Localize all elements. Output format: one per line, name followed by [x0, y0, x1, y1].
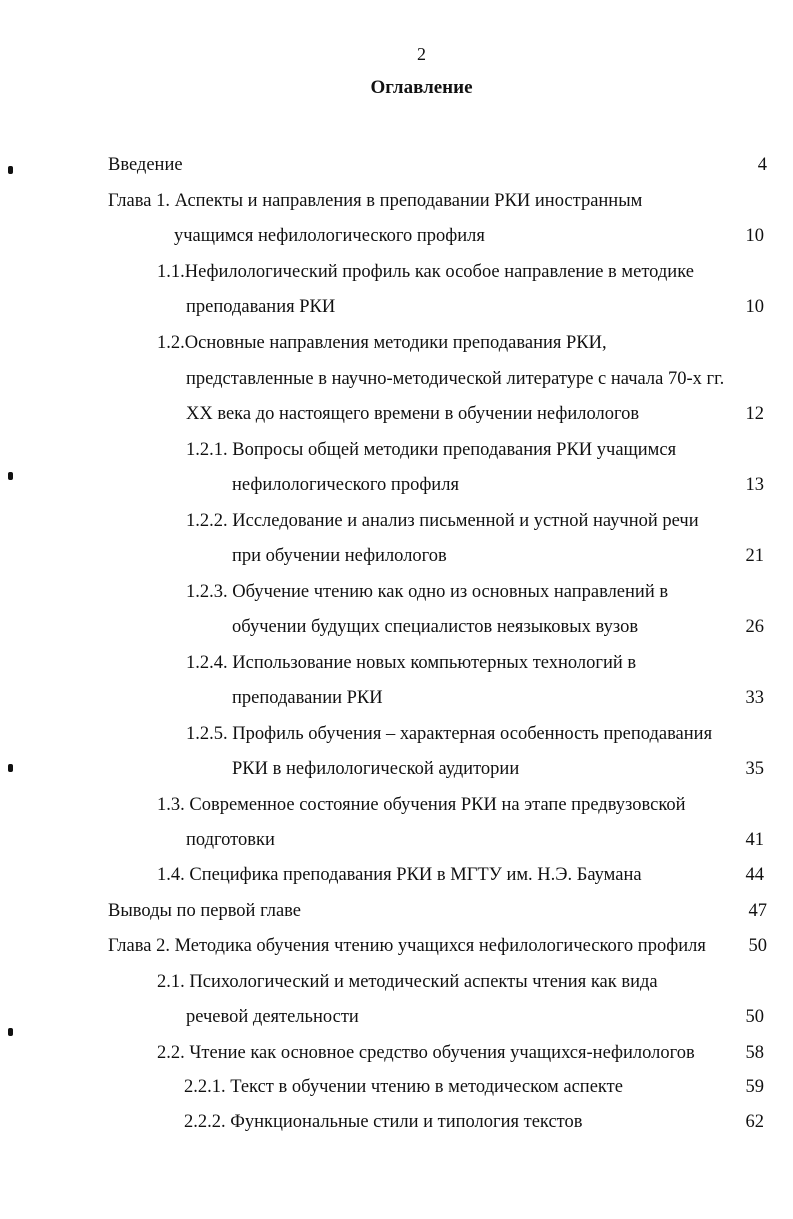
toc-page-number: 59: [745, 1077, 764, 1097]
toc-page-number: 50: [745, 1007, 764, 1027]
toc-entry-text: 1.2.3. Обучение чтению как одно из основных направлений в: [186, 582, 669, 602]
scan-mark: [8, 764, 13, 772]
toc-entry-text: подготовки: [186, 830, 275, 850]
scan-mark: [8, 472, 13, 480]
toc-page-number: 13: [745, 475, 764, 495]
toc-entry-text: 1.2.4. Использование новых компьютерных технологий в: [186, 653, 637, 673]
toc-entry-text: 2.1. Психологический и методический аспекты чтения как вида: [157, 972, 658, 992]
toc-entry-text: Выводы по первой главе: [108, 901, 302, 921]
toc-entry-text: 1.2.1. Вопросы общей методики преподавания РКИ учащимся: [186, 440, 677, 460]
toc-entry-text: обучении будущих специалистов неязыковых вузов: [232, 617, 639, 637]
toc-page-number: 41: [745, 830, 764, 850]
toc-page-number: 26: [745, 617, 764, 637]
page-title: Оглавление: [370, 77, 473, 98]
toc-entry-text: XX века до настоящего времени в обучении нефилологов: [186, 404, 640, 424]
toc-page-number: 10: [745, 226, 764, 246]
toc-page-number: 4: [757, 155, 767, 175]
toc-page-number: 62: [745, 1112, 764, 1132]
toc-entry-text: нефилологического профиля: [232, 475, 459, 495]
toc-entry-text: 1.4. Специфика преподавания РКИ в МГТУ им. Н.Э. Баумана: [157, 865, 642, 885]
toc-entry-text: Введение: [108, 155, 183, 175]
toc-entry-text: 1.2.Основные направления методики преподавания РКИ,: [157, 333, 607, 353]
toc-entry-text: 2.2. Чтение как основное средство обучения учащихся-нефилологов: [157, 1043, 695, 1063]
toc-entry-text: 1.2.2. Исследование и анализ письменной и устной научной речи: [186, 511, 699, 531]
toc-page-number: 10: [745, 297, 764, 317]
toc-entry-text: преподавании РКИ: [232, 688, 383, 708]
toc-page-number: 12: [745, 404, 764, 424]
toc-entry-text: преподавания РКИ: [186, 297, 336, 317]
toc-page-number: 47: [748, 901, 767, 921]
toc-page-number: 44: [745, 865, 764, 885]
toc-entry-text: 1.2.5. Профиль обучения – характерная особенность преподавания: [186, 724, 713, 744]
toc-page-number: 58: [745, 1043, 764, 1063]
toc-entry-text: представленные в научно-методической литературе с начала 70-х гг.: [186, 369, 725, 389]
toc-entry-text: РКИ в нефилологической аудитории: [232, 759, 520, 779]
toc-entry-text: речевой деятельности: [186, 1007, 359, 1027]
toc-entry-text: Глава 1. Аспекты и направления в преподавании РКИ иностранным: [108, 191, 643, 211]
toc-entry-text: 1.1.Нефилологический профиль как особое направление в методике: [157, 262, 694, 282]
toc-entry-text: 2.2.2. Функциональные стили и типология текстов: [184, 1112, 583, 1132]
toc-entry-text: при обучении нефилологов: [232, 546, 447, 566]
toc-entry-text: учащимся нефилологического профиля: [174, 226, 485, 246]
toc-page-number: 35: [745, 759, 764, 779]
toc-entry-text: Глава 2. Методика обучения чтению учащихся нефилологического профиля: [108, 936, 706, 956]
toc-entry-text: 2.2.1. Текст в обучении чтению в методическом аспекте: [184, 1077, 623, 1097]
scan-mark: [8, 166, 13, 174]
scan-mark: [8, 1028, 13, 1036]
toc-page-number: 50: [748, 936, 767, 956]
toc-page-number: 21: [745, 546, 764, 566]
page-number: 2: [417, 44, 426, 64]
toc-page-number: 33: [745, 688, 764, 708]
toc-entry-text: 1.3. Современное состояние обучения РКИ на этапе предвузовской: [157, 795, 686, 815]
